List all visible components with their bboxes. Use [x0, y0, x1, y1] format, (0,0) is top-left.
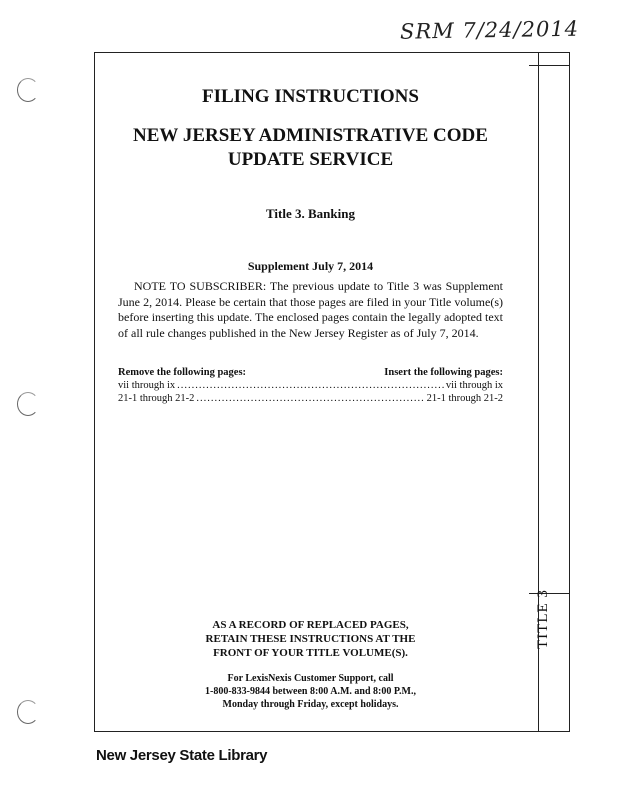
table-row	[118, 380, 503, 391]
insert-pages-cell: 21-1 through 21-2	[426, 393, 503, 404]
side-tab-label: TITLE 3	[535, 589, 551, 649]
table-row	[118, 393, 503, 404]
dot-leader	[177, 380, 444, 391]
record-notice-line: AS A RECORD OF REPLACED PAGES,	[212, 619, 409, 631]
record-notice	[118, 618, 503, 660]
binder-hole-icon	[17, 700, 39, 724]
support-line: Monday through Friday, except holidays.	[222, 699, 399, 710]
remove-pages-cell: 21-1 through 21-2	[118, 393, 195, 404]
binder-hole-icon	[17, 78, 39, 102]
side-tab-rule	[529, 65, 569, 66]
support-line: For LexisNexis Customer Support, call	[227, 673, 394, 684]
filing-instructions-title: FILING INSTRUCTIONS	[202, 86, 419, 107]
handwritten-annotation: SRM 7/24/2014	[399, 16, 580, 44]
binder-hole-icon	[17, 392, 39, 416]
support-line: 1-800-833-9844 between 8:00 A.M. and 8:00 P.M.,	[204, 686, 416, 697]
dot-leader	[196, 393, 424, 404]
code-title-line1: NEW JERSEY ADMINISTRATIVE CODE	[133, 125, 488, 146]
record-notice-line: RETAIN THESE INSTRUCTIONS AT THE	[205, 633, 416, 645]
subscriber-note: NOTE TO SUBSCRIBER: The previous update to Title 3 was Supplement June 2, 2014. Please be certain that those pages are filed in your Title volume(s) before inserting this update. The enclosed pages contain the legally adopted text of all rule changes published in the New Jersey Register as of July 7, 2014.	[118, 279, 503, 340]
side-tab-column	[529, 52, 570, 732]
pages-table-header	[118, 367, 503, 378]
code-title-line2: UPDATE SERVICE	[227, 149, 394, 170]
remove-pages-cell: vii through ix	[118, 380, 176, 391]
remove-pages-header: Remove the following pages:	[118, 367, 247, 378]
supplement-date: Supplement July 7, 2014	[247, 259, 374, 273]
insert-pages-cell: vii through ix	[445, 380, 503, 391]
library-stamp: New Jersey State Library	[96, 747, 268, 764]
title-name: Title 3. Banking	[266, 206, 355, 221]
customer-support-info	[118, 672, 503, 711]
insert-pages-header: Insert the following pages:	[384, 367, 503, 378]
record-notice-line: FRONT OF YOUR TITLE VOLUME(S).	[213, 647, 408, 659]
